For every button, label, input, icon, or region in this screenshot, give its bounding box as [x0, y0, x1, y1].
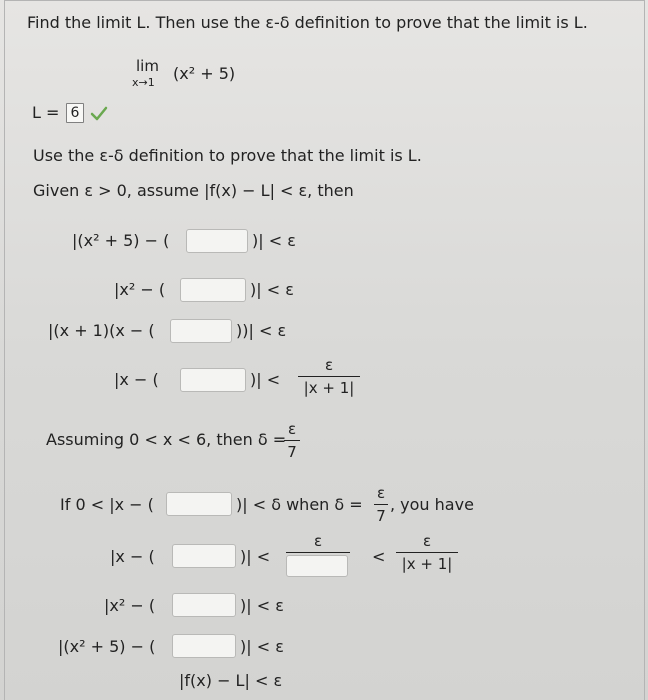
converse-if-right: )| < δ when δ = [236, 495, 363, 514]
converse-delta-denominator: 7 [376, 507, 386, 525]
proof-row4-fraction [298, 356, 360, 397]
proof-row2-right: )| < ε [250, 280, 294, 299]
converse-row4-right: )| < ε [240, 637, 284, 656]
converse-if-left: If 0 < |x − ( [60, 495, 154, 514]
converse-delta-numerator: ε [376, 484, 386, 502]
converse-delta-fraction [374, 484, 388, 525]
converse-row3-left: |x² − ( [104, 596, 156, 615]
converse-you-have: , you have [390, 495, 474, 514]
converse-row2-right: )| < [240, 547, 271, 566]
fraction-numerator: ε [324, 356, 334, 374]
converse-row2-left: |x − ( [110, 547, 155, 566]
proof-row2-left: |x² − ( [114, 280, 166, 299]
converse-row3-right: )| < ε [240, 596, 284, 615]
proof-row4-input[interactable] [180, 368, 246, 392]
limit-subscript: x→1 [132, 76, 155, 89]
delta-denominator: 7 [287, 443, 297, 461]
proof-row4-right: )| < [250, 370, 281, 389]
delta-fraction [284, 420, 300, 461]
proof-row1-left: |(x² + 5) − ( [72, 231, 170, 250]
converse-row2-fraction [286, 532, 350, 577]
converse-row1-input[interactable] [166, 492, 232, 516]
converse-row4-input[interactable] [172, 634, 236, 658]
converse-row4-left: |(x² + 5) − ( [58, 637, 156, 656]
limit-expression: (x² + 5) [173, 64, 236, 83]
converse-row2-fraction2 [396, 532, 458, 573]
proof-row3-input[interactable] [170, 319, 232, 343]
converse-final: |f(x) − L| < ε [179, 671, 283, 690]
proof-row1-right: )| < ε [252, 231, 296, 250]
answer-input[interactable]: 6 [66, 103, 84, 123]
proof-intro: Use the ε-δ definition to prove that the limit is L. [33, 146, 422, 165]
proof-row3-left: |(x + 1)(x − ( [48, 321, 155, 340]
delta-numerator: ε [287, 420, 297, 438]
limit-word: lim [136, 57, 159, 75]
problem-statement: Find the limit L. Then use the ε-δ definition to prove that the limit is L. [27, 13, 588, 32]
converse-row2-numerator: ε [313, 532, 323, 550]
converse-row2-input[interactable] [172, 544, 236, 568]
assuming-text: Assuming 0 < x < 6, then δ = [46, 430, 287, 449]
converse-row2-denominator2: |x + 1| [401, 555, 453, 573]
proof-given: Given ε > 0, assume |f(x) − L| < ε, then [33, 181, 354, 200]
proof-row1-input[interactable] [186, 229, 248, 253]
answer-label: L = [32, 103, 60, 122]
check-icon [90, 105, 108, 123]
converse-row3-input[interactable] [172, 593, 236, 617]
proof-row3-right: ))| < ε [236, 321, 287, 340]
fraction-denominator: |x + 1| [303, 379, 355, 397]
converse-row2-denominator-input[interactable] [286, 555, 348, 577]
proof-row2-input[interactable] [180, 278, 246, 302]
converse-row2-numerator2: ε [422, 532, 432, 550]
proof-row4-left: |x − ( [114, 370, 159, 389]
converse-row2-lt: < [372, 547, 386, 566]
